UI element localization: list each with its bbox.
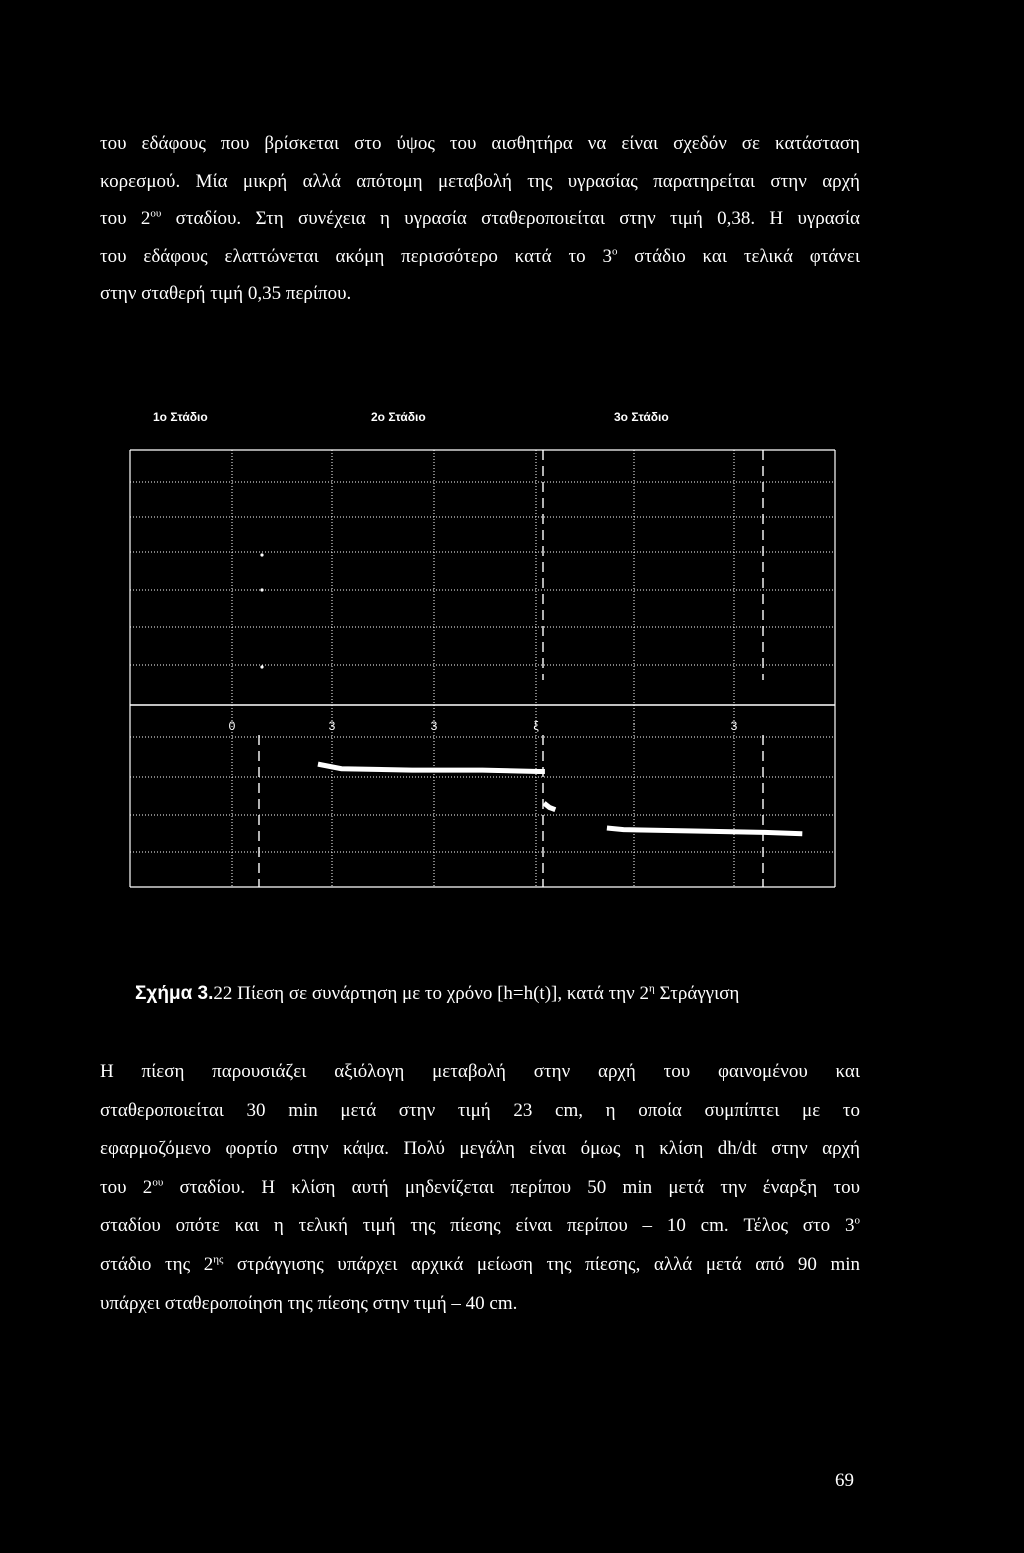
superscript: η [648, 982, 655, 995]
text-segment: σταδίου. Η κλίση αυτή μηδενίζεται περίπου 50 min μετά την έναρξη του [163, 1176, 861, 1198]
data-point-mark [260, 553, 263, 556]
pressure-series-line [546, 805, 553, 809]
chart-grid [130, 450, 835, 887]
text-line: υπάρχει σταθεροποίηση της πίεσης στην τιμή – 40 cm. [100, 1292, 518, 1314]
zero-row-markers [229, 553, 738, 733]
superscript: ο [611, 245, 618, 258]
text-line [100, 238, 860, 276]
text-line: στην σταθερή τιμή 0,35 περίπου. [100, 283, 352, 304]
text-line: κορεσμού. Μία μικρή αλλά απότομη μεταβολή της υγρασίας παρατηρείται στην αρχή [100, 170, 860, 192]
text-line [100, 1169, 860, 1208]
figure-caption [135, 983, 739, 1005]
text-line [100, 1207, 860, 1246]
superscript: ου [150, 207, 162, 220]
text-line: Η πίεση παρουσιάζει αξιόλογη μεταβολή στην αρχή του φαινομένου και [100, 1061, 860, 1082]
zero-row-marker: ξ [533, 719, 539, 733]
text-line [100, 200, 860, 238]
text-line: του εδάφους που βρίσκεται στο ύψος του αισθητήρα να είναι σχεδόν σε κατάσταση [100, 133, 860, 154]
figure-label: Σχήμα 3. [135, 983, 214, 1004]
text-segment: του εδάφους ελαττώνεται ακόμη περισσότερο κατά το 3 [100, 245, 612, 267]
superscript: ης [213, 1253, 224, 1266]
pressure-series-line [320, 765, 542, 772]
text-segment: στάδιο και τελικά φτάνει [617, 245, 860, 267]
caption-text: 22 Πίεση σε συνάρτηση με το χρόνο [h=h(t)], κατά την 2 [213, 983, 649, 1004]
stage-divider-lines [259, 450, 763, 887]
text-segment: σταδίου οπότε και η τελική τιμή της πίεσης είναι περίπου – 10 cm. Τέλος στο 3 [100, 1215, 855, 1237]
caption-text: Στράγγιση [654, 983, 740, 1004]
page-number: 69 [835, 1470, 854, 1491]
text-segment: στράγγισης υπάρχει αρχικά μείωση της πίεσης, αλλά μετά από 90 min [223, 1253, 861, 1275]
chart-frame [130, 450, 835, 887]
text-segment: στάδιο της 2 [100, 1253, 214, 1275]
data-point-mark [260, 665, 263, 668]
stage-label-2: 2ο Στάδιο [371, 410, 426, 424]
text-line: εφαρμοζόμενο φορτίο στην κάψα. Πολύ μεγάλη είναι όμως η κλίση dh/dt στην αρχή [100, 1138, 860, 1160]
stage-label-3: 3ο Στάδιο [614, 410, 669, 424]
body-paragraph-2 [100, 1053, 860, 1323]
zero-row-marker: : [632, 719, 636, 733]
zero-row-marker: 3 [328, 719, 336, 733]
text-segment: του 2 [100, 1176, 153, 1198]
zero-row-marker: 0 [228, 719, 236, 733]
data-point-mark [260, 588, 263, 591]
text-segment: σταδίου. Στη συνέχεια η υγρασία σταθεροποιείται στην τιμή 0,38. Η υγρασία [161, 208, 860, 229]
pressure-series-line [609, 828, 799, 834]
text-line [100, 1246, 860, 1285]
superscript: ου [152, 1176, 164, 1189]
zero-row-marker: 3 [430, 719, 438, 733]
chart-series [320, 765, 799, 834]
superscript: ο [854, 1215, 860, 1228]
body-paragraph-1 [100, 125, 860, 313]
zero-row-marker: 3 [730, 719, 738, 733]
pressure-chart [0, 430, 1024, 900]
text-line: σταθεροποιείται 30 min μετά στην τιμή 23 cm, η οποία συμπίπτει με το [100, 1099, 860, 1121]
stage-label-1: 1ο Στάδιο [153, 410, 208, 424]
text-segment: του 2 [100, 208, 151, 229]
